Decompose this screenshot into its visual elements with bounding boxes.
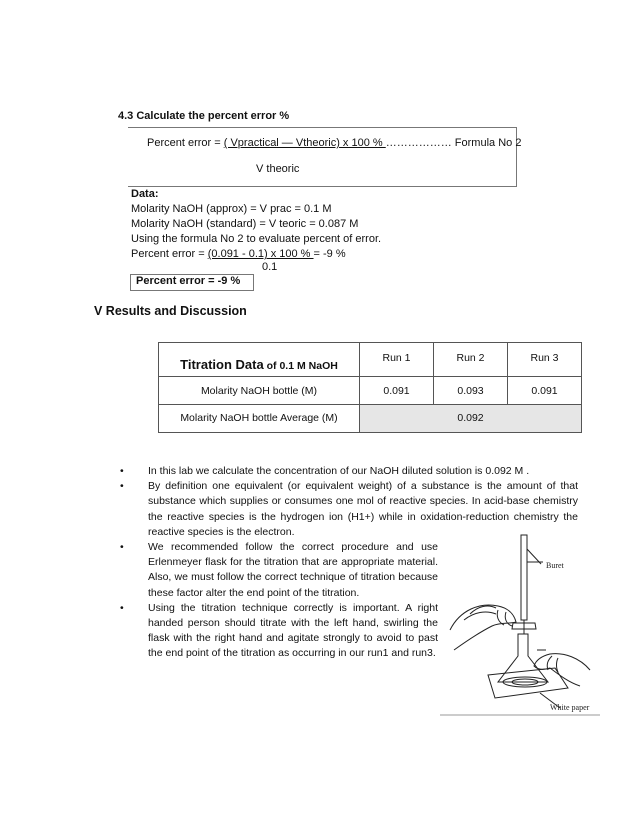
data-title: Data:: [131, 188, 159, 200]
formula-prefix: Percent error =: [147, 137, 224, 149]
table-row: [159, 377, 582, 404]
list-item: [118, 464, 578, 479]
bullet-marker: •: [120, 465, 124, 477]
formula-numerator: ( Vpractical — Vtheoric) x 100 %: [223, 137, 386, 149]
table-title: [159, 343, 360, 377]
average-cell: 0.092: [360, 404, 582, 432]
table-cell: 0.091: [508, 377, 582, 404]
formula-box: [128, 127, 517, 187]
table-title-sub: of 0.1 M NaOH: [263, 360, 338, 373]
list-item-text: Using the titration technique correctly is important. A right handed person should titrate with the left hand, swirling the flask with the right hand and agitate strongly to avoid to past the end point of the titration as occurring in our run1 and run3.: [148, 601, 438, 660]
table-cell: 0.091: [360, 377, 434, 404]
calc-prefix: Percent error =: [131, 248, 208, 260]
calc-result: = -9 %: [313, 248, 346, 260]
data-line-standard: Molarity NaOH (standard) = V teoric = 0.087 M: [131, 218, 359, 230]
list-item: [118, 601, 438, 662]
white-paper-label: White paper: [550, 703, 590, 712]
titration-apparatus-figure: [440, 530, 602, 716]
data-line-approx: Molarity NaOH (approx) = V prac = 0.1 M: [131, 203, 332, 215]
run-header: Run 1: [360, 343, 434, 377]
run-header: Run 2: [434, 343, 508, 377]
list-item: [118, 540, 438, 601]
formula-dots: ……………… Formula No 2: [385, 137, 522, 149]
buret-label: Buret: [546, 561, 564, 570]
calc-line: [131, 248, 346, 260]
list-item-text: We recommended follow the correct procedure and use Erlenmeyer flask for the titration that are appropriate material. Also, we must follow the correct technique of titration because these factor alter the end point of the titration.: [148, 541, 438, 599]
table-cell: 0.093: [434, 377, 508, 404]
table-title-main: Titration Data: [180, 357, 264, 373]
titration-table: [158, 342, 582, 433]
calc-denominator: 0.1: [262, 261, 278, 273]
list-item-text: In this lab we calculate the concentration of our NaOH diluted solution is 0.092 M .: [148, 465, 530, 477]
calc-numerator: (0.091 - 0.1) x 100 %: [207, 248, 314, 260]
data-line-formula: Using the formula No 2 to evaluate percent of error.: [131, 233, 382, 245]
run-header: Run 3: [508, 343, 582, 377]
formula-line: [147, 137, 521, 149]
bullet-marker: •: [120, 480, 124, 493]
percent-error-result: Percent error = -9 %: [136, 275, 241, 287]
row-label: Molarity NaOH bottle (M): [159, 377, 360, 404]
results-heading: V Results and Discussion: [94, 304, 247, 318]
table-header-row: [159, 343, 582, 377]
section-heading: 4.3 Calculate the percent error %: [118, 110, 290, 122]
formula-denominator: V theoric: [256, 163, 300, 175]
bullet-marker: •: [120, 541, 124, 554]
bullet-marker: •: [120, 601, 124, 614]
list-item-text: By definition one equivalent (or equivalent weight) of a substance is the amount of that substance which supplies or consumes one mol of reactive species. In acid-base chemistry the reactive species is the hydrogen ion (H1+) while in oxidation-reduction chemistry the reactive species is the electron.: [148, 480, 578, 538]
row-label: Molarity NaOH bottle Average (M): [159, 404, 360, 432]
table-row: [159, 404, 582, 432]
